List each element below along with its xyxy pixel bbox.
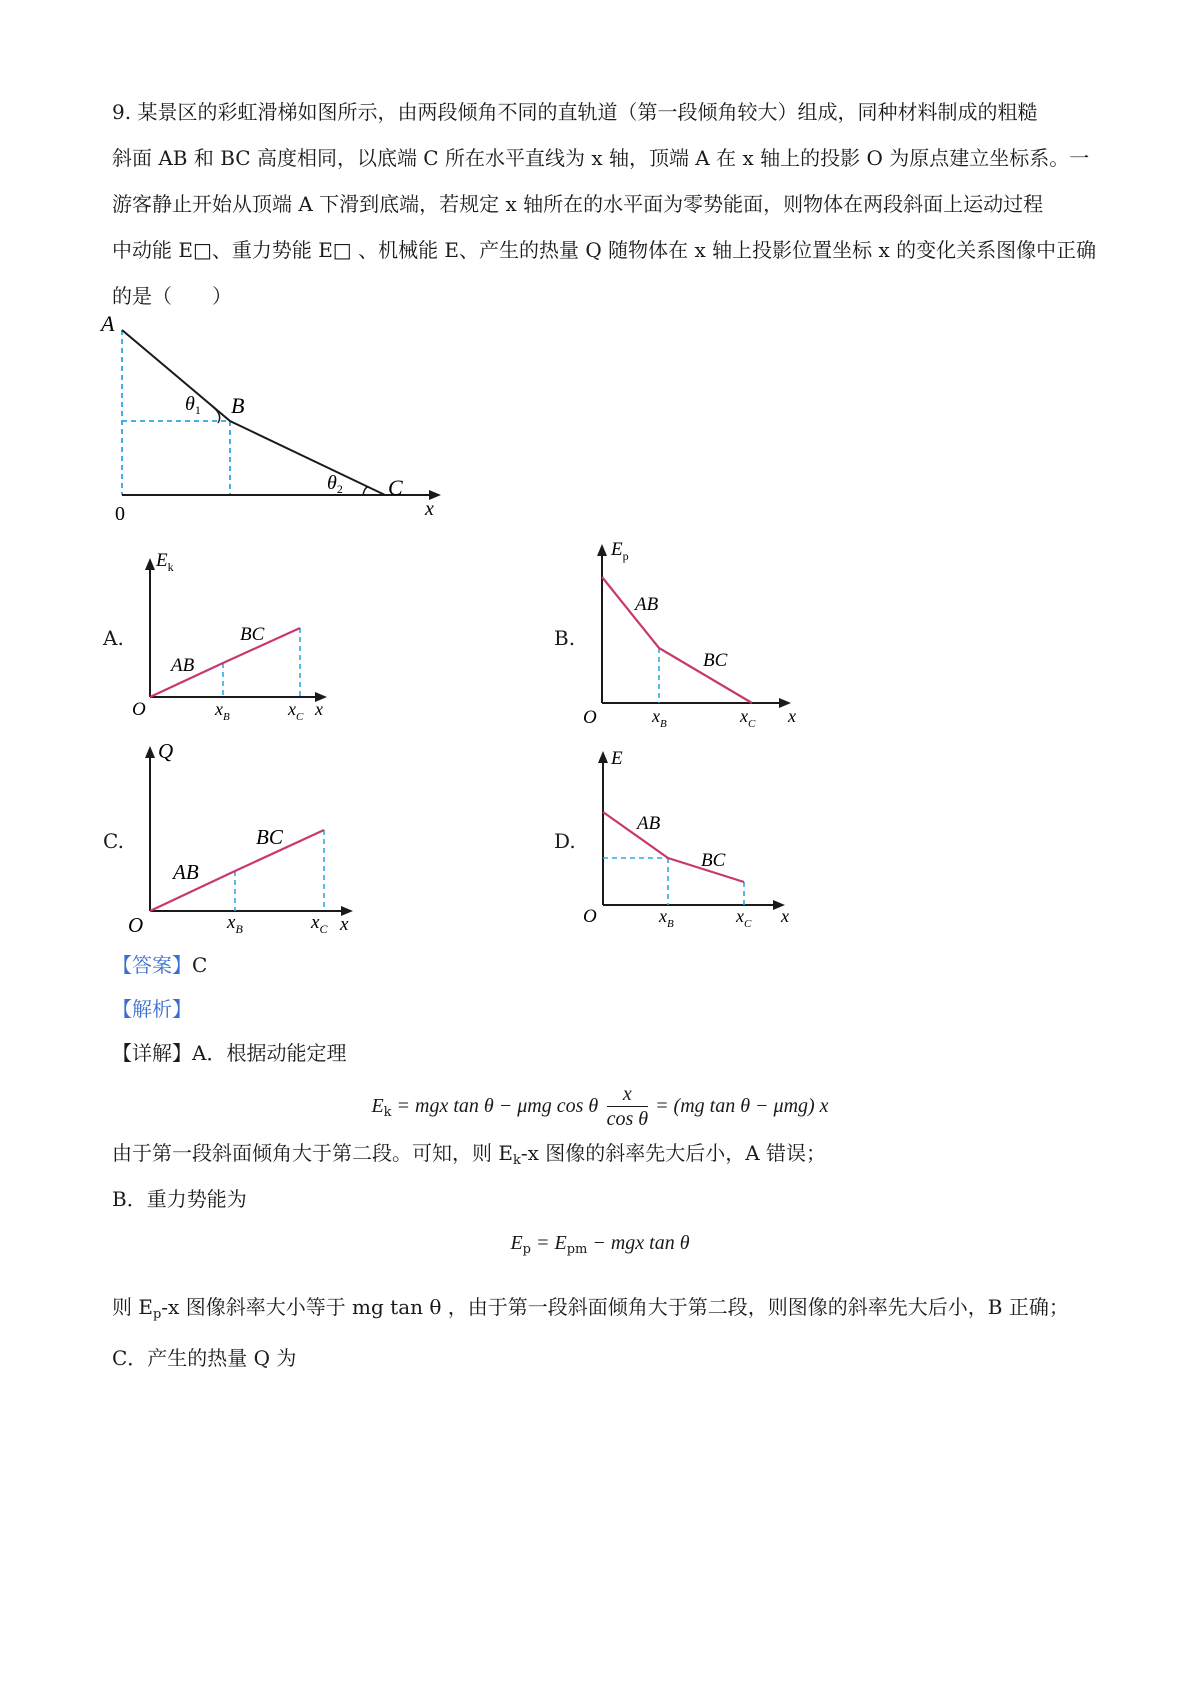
option-c-xb: $x_B$ — [227, 912, 243, 936]
answer-value: C — [192, 953, 208, 977]
question-line-4: 中动能 E□、重力势能 E□ 、机械能 E、产生的热量 Q 随物体在 x 轴上投影位置坐标 x 的变化关系图像中正确 — [112, 238, 1097, 262]
slide-figure — [95, 305, 455, 535]
detail-part-a-intro: A．根据动能定理 — [192, 1041, 347, 1065]
option-a-seg2: BC — [240, 624, 265, 645]
figure-label-x: x — [425, 498, 434, 520]
option-b-seg1: AB — [635, 594, 659, 615]
option-a-xc: $x_C$ — [288, 699, 304, 723]
option-c-graph — [125, 738, 365, 943]
option-b-xb: $x_B$ — [652, 706, 667, 730]
question-text — [112, 89, 1102, 319]
option-b-graph — [585, 535, 810, 740]
option-b-ylabel: $E_p$ — [611, 539, 629, 563]
option-d-xc: $x_C$ — [736, 906, 752, 930]
option-c-seg1: AB — [173, 860, 199, 884]
option-d-seg1: AB — [637, 813, 661, 834]
option-c-xc: $x_C$ — [311, 912, 328, 936]
part-b-conclusion: 则 $E_p-x$ 图像斜率大小等于 mg tan θ ，由于第一段斜面倾角大于第二段，则图像的斜率先大后小，B 正确； — [112, 1295, 1069, 1322]
analysis-line — [112, 986, 1102, 1032]
option-c-origin: O — [128, 913, 144, 937]
question-number: 9. — [112, 100, 132, 124]
figure-label-O: 0 — [115, 503, 125, 525]
detail-tag: 【详解】 — [112, 1041, 192, 1065]
figure-label-A: A — [101, 311, 115, 336]
question-line-5: 的是（ ） — [112, 284, 232, 308]
question-line-3: 游客静止开始从顶端 A 下滑到底端，若规定 x 轴所在的水平面为零势能面，则物体在两段斜面上运动过程 — [112, 192, 1044, 216]
option-a-xaxis: x — [315, 699, 323, 719]
option-c-letter: C. — [103, 829, 124, 853]
option-b-seg2: BC — [703, 650, 728, 671]
option-d-xaxis: x — [781, 906, 789, 926]
equation-kinetic-energy: $E_k$ = mgx tan θ − μmg cos θ $\frac{x}{\text{cos θ}}$ = (mg tan θ − μmg) x — [371, 1083, 829, 1130]
equation-fraction: $\frac{x}{\text{cos θ}}$ — [606, 1083, 649, 1130]
option-b-origin: O — [583, 707, 597, 728]
option-c-xaxis: x — [340, 914, 349, 935]
option-d-graph — [583, 742, 803, 937]
figure-label-C: C — [388, 475, 403, 500]
analysis-tag: 【解析】 — [112, 997, 192, 1021]
option-b-xc: $x_C$ — [740, 706, 756, 730]
part-b-intro: B．重力势能为 — [112, 1187, 247, 1211]
answer-tag: 【答案】 — [112, 953, 192, 977]
option-d-seg2: BC — [701, 850, 726, 871]
option-c-seg2: BC — [256, 825, 283, 849]
part-a-conclusion: 由于第一段斜面倾角大于第二段。可知，则 $E_k-x$ 图像的斜率先大后小，A 错误； — [112, 1141, 827, 1168]
figure-theta2: $\theta_2$ — [327, 472, 343, 496]
option-d-xb: $x_B$ — [659, 906, 674, 930]
option-c-ylabel: Q — [158, 739, 174, 763]
option-d-origin: O — [583, 906, 597, 927]
question-line-2: 斜面 AB 和 BC 高度相同，以底端 C 所在水平直线为 x 轴，顶端 A 在 x 轴上的投影 O 为原点建立坐标系。一 — [112, 146, 1090, 170]
question-line-1: 某景区的彩虹滑梯如图所示，由两段倾角不同的直轨道（第一段倾角较大）组成，同种材料制成的粗糙 — [137, 100, 1038, 124]
figure-label-B: B — [231, 393, 245, 418]
option-a-graph — [132, 545, 345, 730]
option-b-xaxis: x — [788, 706, 796, 726]
figure-theta1: $\theta_1$ — [185, 393, 201, 417]
option-a-xb: $x_B$ — [215, 699, 230, 723]
option-d-letter: D. — [554, 829, 576, 853]
option-a-origin: O — [132, 699, 146, 720]
option-a-letter: A. — [103, 626, 124, 650]
option-b-letter: B. — [554, 626, 576, 650]
detail-line — [112, 1030, 1102, 1076]
option-d-ylabel: E — [611, 748, 623, 769]
equation-potential-energy: $E_p = E_{pm}$ − mgx tan θ — [510, 1232, 690, 1257]
option-a-seg1: AB — [171, 655, 195, 676]
option-a-ylabel: $E_k$ — [156, 550, 174, 574]
part-c-intro: C．产生的热量 Q 为 — [112, 1346, 297, 1370]
answer-line — [112, 942, 1102, 988]
